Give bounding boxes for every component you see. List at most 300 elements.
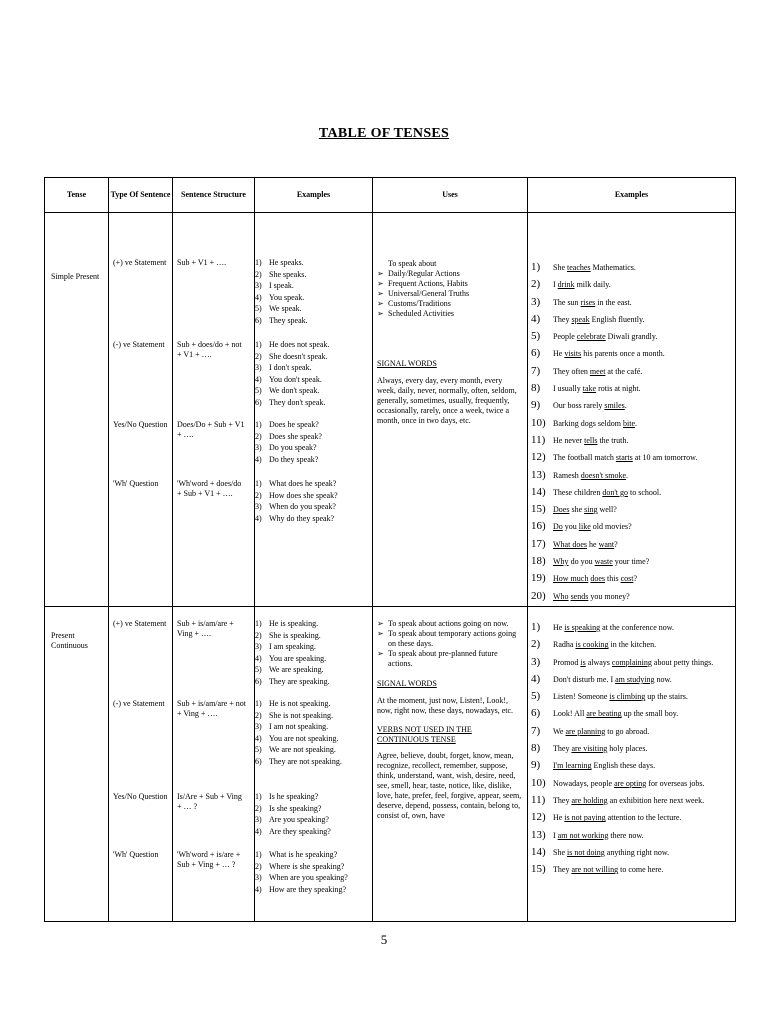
example-text: Does he speak? bbox=[269, 420, 319, 429]
example-number: 1) bbox=[255, 619, 262, 628]
example-text: She is not speaking. bbox=[269, 710, 333, 720]
example-number: 15) bbox=[531, 503, 546, 516]
example-text: I speak. bbox=[269, 281, 294, 290]
example-list bbox=[255, 420, 373, 466]
highlighted-verb: tells bbox=[584, 435, 598, 445]
sentence-example bbox=[531, 313, 736, 330]
sentence-type: (+) ve Statement bbox=[113, 258, 167, 267]
sentence-example bbox=[531, 538, 736, 555]
example-sentence bbox=[553, 365, 642, 377]
example-item bbox=[255, 398, 373, 410]
sentence-part: this bbox=[605, 574, 621, 584]
sentence-part: Our boss rarely bbox=[553, 401, 605, 411]
uses-list bbox=[377, 259, 523, 426]
signal-words-heading: SIGNAL WORDS bbox=[377, 359, 437, 368]
example-number: 10) bbox=[531, 416, 546, 429]
example-item bbox=[255, 293, 373, 305]
sentence-part: attention to the lecture. bbox=[605, 813, 682, 823]
tense-name: Present Continuous bbox=[51, 631, 88, 650]
sentence-part: We bbox=[553, 726, 566, 736]
sentence-example bbox=[531, 382, 736, 399]
example-number: 10) bbox=[531, 776, 546, 789]
sentence-structure: 'Wh'word + does/do + Sub + V1 + …. bbox=[177, 479, 242, 498]
tense-cell bbox=[45, 607, 109, 922]
sentence-example bbox=[531, 296, 736, 313]
use-text: To speak about actions going on now. bbox=[388, 619, 509, 628]
example-text: Do they speak? bbox=[269, 454, 319, 464]
example-number: 3) bbox=[531, 295, 541, 308]
sentence-part: I usually bbox=[553, 384, 583, 394]
type-cell bbox=[109, 213, 173, 607]
sentence-example bbox=[531, 451, 736, 468]
example-number: 6) bbox=[255, 397, 262, 407]
sentence-example bbox=[531, 434, 736, 451]
highlighted-verb: is cooking bbox=[575, 640, 609, 650]
sentence-part: about petty things. bbox=[651, 657, 714, 667]
example-sentence bbox=[553, 503, 617, 515]
sentence-structure: 'Wh'word + is/are + Sub + Ving + … ? bbox=[177, 850, 241, 869]
header-examples-2: Examples bbox=[528, 178, 736, 213]
highlighted-verb: speak bbox=[571, 314, 590, 324]
example-sentence bbox=[553, 811, 681, 823]
sentence-part: he bbox=[587, 539, 599, 549]
example-sentence bbox=[553, 296, 632, 308]
sentence-part: holy places. bbox=[607, 744, 648, 754]
example-text: When do you speak? bbox=[269, 502, 336, 511]
highlighted-verb: am not working bbox=[557, 830, 609, 840]
sentence-example bbox=[531, 794, 736, 811]
example-number: 13) bbox=[531, 828, 546, 841]
sentence-part: at the café. bbox=[605, 366, 643, 376]
example-text: You don't speak. bbox=[269, 374, 322, 384]
header-structure: Sentence Structure bbox=[173, 178, 255, 213]
sentence-example bbox=[531, 777, 736, 794]
example-sentence bbox=[553, 707, 678, 719]
sentence-example bbox=[531, 572, 736, 589]
example-sentence bbox=[553, 261, 636, 273]
example-number: 3) bbox=[255, 873, 262, 882]
sentence-type: 'Wh' Question bbox=[113, 850, 159, 859]
sentence-part: Promod bbox=[553, 657, 581, 667]
example-number: 1) bbox=[255, 850, 262, 859]
sentence-part: English these days. bbox=[591, 761, 656, 771]
sentence-type: (-) ve Statement bbox=[113, 340, 165, 349]
example-sentence bbox=[553, 399, 627, 411]
highlighted-verb: are visiting bbox=[571, 744, 608, 754]
example-item bbox=[255, 491, 373, 503]
header-uses: Uses bbox=[373, 178, 528, 213]
structure-cell bbox=[173, 213, 255, 607]
example-item bbox=[255, 631, 373, 643]
sentence-part: People bbox=[553, 332, 577, 342]
example-number: 3) bbox=[255, 363, 262, 372]
example-sentence bbox=[553, 469, 628, 481]
highlighted-verb: are opting bbox=[614, 778, 647, 788]
highlighted-verb: take bbox=[582, 384, 597, 394]
sentence-example bbox=[531, 469, 736, 486]
example-number: 1) bbox=[255, 258, 262, 267]
highlighted-verb: starts bbox=[615, 453, 633, 463]
example-number: 2) bbox=[531, 638, 541, 651]
example-text: They don't speak. bbox=[269, 397, 326, 407]
use-item bbox=[377, 309, 523, 319]
example-number: 4) bbox=[255, 454, 262, 464]
highlighted-verb: is not paying bbox=[564, 813, 606, 823]
example-number: 1) bbox=[255, 420, 262, 429]
example-item bbox=[255, 885, 373, 897]
sentence-part: to school. bbox=[627, 487, 662, 497]
sentence-part: Radha bbox=[553, 640, 576, 650]
highlighted-verb: are planning bbox=[565, 726, 606, 736]
example-text: How are they speaking? bbox=[269, 884, 347, 894]
example-sentence bbox=[553, 673, 672, 685]
type-cell bbox=[109, 607, 173, 922]
highlighted-verb: is bbox=[580, 657, 586, 667]
examples-cell bbox=[255, 607, 373, 922]
sentence-example bbox=[531, 555, 736, 572]
sentence-part: Don't disturb me. I bbox=[553, 674, 616, 684]
signal-words-text: Always, every day, every month, every week, daily, never, normally, often, seldom, generally, sometimes, usually, frequently, occasionally, rarely, once a week, twice a month, once in two days, etc. bbox=[377, 376, 517, 425]
example-text: What does he speak? bbox=[269, 479, 337, 488]
tenses-table bbox=[44, 177, 736, 922]
highlighted-verb: celebrate bbox=[576, 332, 606, 342]
example-item bbox=[255, 432, 373, 444]
example-number: 4) bbox=[255, 513, 262, 523]
sentence-part: He bbox=[553, 623, 565, 632]
example-item bbox=[255, 386, 373, 398]
example-number: 2) bbox=[255, 490, 262, 500]
sentence-part: in the east. bbox=[595, 297, 632, 307]
sentence-part: Ramesh bbox=[553, 470, 581, 480]
highlighted-verb: complaining bbox=[611, 657, 652, 667]
example-text: He is speaking. bbox=[269, 619, 319, 628]
use-item bbox=[377, 279, 523, 289]
example-sentence bbox=[553, 486, 661, 498]
example-text: Where is she speaking? bbox=[269, 861, 345, 871]
example-item bbox=[255, 375, 373, 387]
example-text: You speak. bbox=[269, 292, 305, 302]
sentence-part: to go abroad. bbox=[605, 726, 650, 736]
highlighted-verb: Why bbox=[553, 557, 569, 567]
uses-cell bbox=[373, 607, 528, 922]
example-number: 4) bbox=[255, 374, 262, 384]
use-text: Customs/Traditions bbox=[388, 299, 451, 308]
sentence-part: Nowadays, people bbox=[553, 778, 615, 788]
sentence-part: ? bbox=[614, 539, 618, 549]
sentence-examples bbox=[531, 261, 736, 607]
example-number: 3) bbox=[255, 722, 262, 731]
example-item bbox=[255, 479, 373, 491]
highlighted-verb: am studying bbox=[615, 674, 655, 684]
use-text: Scheduled Activities bbox=[388, 309, 454, 318]
example-text: I don't speak. bbox=[269, 363, 312, 372]
example-item bbox=[255, 340, 373, 352]
example-number: 2) bbox=[255, 803, 262, 813]
sentence-part: up the small boy. bbox=[621, 709, 679, 719]
example-number: 3) bbox=[255, 642, 262, 651]
example-number: 20) bbox=[531, 589, 546, 602]
sentence-part: his parents once a month. bbox=[581, 349, 665, 359]
example-text: I am speaking. bbox=[269, 642, 316, 651]
example-number: 11) bbox=[531, 433, 546, 446]
example-number: 1) bbox=[255, 699, 262, 708]
example-item bbox=[255, 677, 373, 689]
highlighted-verb: sing bbox=[584, 505, 598, 515]
example-item bbox=[255, 281, 373, 293]
example-number: 1) bbox=[255, 340, 262, 349]
sentence-part: They bbox=[553, 795, 572, 805]
sentence-example bbox=[531, 590, 736, 607]
highlighted-verb: How much bbox=[553, 574, 589, 584]
example-list bbox=[255, 340, 373, 409]
example-number: 8) bbox=[531, 742, 541, 755]
sentence-type: (+) ve Statement bbox=[113, 619, 167, 628]
structure-cell bbox=[173, 607, 255, 922]
example-text: We don't speak. bbox=[269, 386, 320, 395]
example-sentence bbox=[553, 417, 637, 429]
example-text: You are not speaking. bbox=[269, 733, 339, 743]
sentence-type: Yes/No Question bbox=[113, 420, 168, 429]
use-item bbox=[377, 269, 523, 279]
sentence-example bbox=[531, 656, 736, 673]
sentence-example bbox=[531, 365, 736, 382]
example-list bbox=[255, 258, 373, 327]
sentence-part: The sun bbox=[553, 297, 581, 307]
highlighted-verb: is not doing bbox=[567, 847, 605, 857]
sentence-structure: Sub + does/do + not + V1 + …. bbox=[177, 340, 242, 359]
example-item bbox=[255, 711, 373, 723]
use-item bbox=[377, 289, 523, 299]
sentence-example bbox=[531, 811, 736, 828]
arrow-bullet-icon: ➢ bbox=[377, 299, 384, 308]
sentence-part: for overseas jobs. bbox=[646, 778, 705, 788]
example-text: We speak. bbox=[269, 304, 302, 313]
sentence-part: an exhibition here next week. bbox=[607, 795, 705, 805]
example-number: 2) bbox=[531, 278, 541, 291]
simple-present-row bbox=[45, 213, 736, 607]
sentence-part: . bbox=[626, 470, 628, 480]
example-number: 16) bbox=[531, 520, 546, 533]
use-text: Daily/Regular Actions bbox=[388, 269, 460, 278]
example-number: 2) bbox=[255, 431, 262, 441]
uses-list bbox=[377, 619, 523, 821]
sentence-example bbox=[531, 863, 736, 880]
example-sentence bbox=[553, 777, 705, 789]
example-item bbox=[255, 815, 373, 827]
sentence-part: She bbox=[553, 263, 567, 272]
example-sentence bbox=[553, 725, 649, 737]
example-number: 6) bbox=[531, 707, 541, 720]
use-text: To speak about temporary actions going on these days. bbox=[388, 629, 517, 648]
example-item bbox=[255, 455, 373, 467]
sentence-example bbox=[531, 399, 736, 416]
example-number: 13) bbox=[531, 468, 546, 481]
highlighted-verb: smiles bbox=[604, 401, 625, 411]
example-text: Are they speaking? bbox=[269, 826, 331, 836]
sentence-example bbox=[531, 846, 736, 863]
sentence-type: Yes/No Question bbox=[113, 792, 168, 801]
sentence-part: English fluently. bbox=[589, 314, 645, 324]
verbs-not-used-text: Agree, believe, doubt, forget, know, mean, recognize, recollect, remember, suppose, think, understand, want, wish, desire, need, see, smell, hear, taste, notice, like, dislike, love, hate, prefer, feel, forgive, appear, seem, deserve, depend, possess, contain, belong to, consist of, own, have bbox=[377, 751, 522, 820]
signal-words-text: At the moment, just now, Listen!, Look!, now, right now, these days, nowadays, etc. bbox=[377, 696, 514, 715]
example-item bbox=[255, 642, 373, 654]
use-item bbox=[377, 619, 523, 629]
page-number: 5 bbox=[380, 932, 388, 947]
sentence-part: you money? bbox=[588, 591, 630, 601]
example-number: 9) bbox=[531, 399, 541, 412]
present-continuous-row bbox=[45, 607, 736, 922]
sentence-example bbox=[531, 330, 736, 347]
sentence-example bbox=[531, 503, 736, 520]
highlighted-verb: doesn't smoke bbox=[580, 470, 626, 480]
example-item bbox=[255, 722, 373, 734]
sentence-structure: Sub + is/am/are + Ving + …. bbox=[177, 619, 234, 638]
highlighted-verb: is climbing bbox=[609, 692, 646, 702]
example-list bbox=[255, 479, 373, 525]
sentence-examples-cell bbox=[528, 607, 736, 922]
example-sentence bbox=[553, 690, 688, 702]
tense-name: Simple Present bbox=[51, 272, 100, 281]
example-sentence bbox=[553, 382, 641, 394]
example-number: 9) bbox=[531, 759, 541, 772]
header-tense: Tense bbox=[45, 178, 109, 213]
example-number: 2) bbox=[255, 861, 262, 871]
sentence-example bbox=[531, 725, 736, 742]
example-number: 4) bbox=[531, 672, 541, 685]
example-text: They are not speaking. bbox=[269, 756, 342, 766]
example-sentence bbox=[553, 759, 655, 771]
example-text: What is he speaking? bbox=[269, 850, 338, 859]
sentence-part: always bbox=[585, 657, 612, 667]
sentence-part: now. bbox=[654, 674, 672, 684]
example-sentence bbox=[553, 656, 713, 668]
highlighted-verb: is speaking bbox=[564, 623, 601, 632]
arrow-bullet-icon: ➢ bbox=[377, 629, 384, 638]
highlighted-verb: teaches bbox=[567, 263, 591, 272]
example-item bbox=[255, 734, 373, 746]
example-number: 6) bbox=[255, 756, 262, 766]
example-number: 6) bbox=[531, 347, 541, 360]
example-number: 8) bbox=[531, 382, 541, 395]
example-item bbox=[255, 827, 373, 839]
highlighted-verb: meet bbox=[589, 366, 606, 376]
sentence-part: Mathematics. bbox=[590, 263, 636, 272]
example-text: I am not speaking. bbox=[269, 722, 329, 731]
example-item bbox=[255, 420, 373, 432]
sentence-part: your time? bbox=[612, 557, 650, 567]
use-text: Universal/General Truths bbox=[388, 289, 470, 298]
example-number: 2) bbox=[255, 630, 262, 640]
example-sentence bbox=[553, 278, 611, 290]
sentence-example bbox=[531, 486, 736, 503]
sentence-part: They bbox=[553, 744, 572, 754]
sentence-part: at 10 am tomorrow. bbox=[632, 453, 698, 463]
header-type: Type Of Sentence bbox=[109, 178, 173, 213]
example-text: She is speaking. bbox=[269, 630, 321, 640]
sentence-examples-cell bbox=[528, 213, 736, 607]
example-sentence bbox=[553, 794, 704, 806]
example-item bbox=[255, 850, 373, 862]
highlighted-verb: are not willing bbox=[571, 865, 619, 875]
sentence-example bbox=[531, 829, 736, 846]
example-number: 11) bbox=[531, 793, 546, 806]
sentence-structure: Does/Do + Sub + V1 + …. bbox=[177, 420, 245, 439]
header-row bbox=[45, 178, 736, 213]
example-text: Are you speaking? bbox=[269, 815, 329, 824]
example-item bbox=[255, 745, 373, 757]
highlighted-verb: sends bbox=[570, 591, 589, 601]
sentence-part: He bbox=[553, 349, 565, 359]
example-item bbox=[255, 258, 373, 270]
sentence-example bbox=[531, 347, 736, 364]
example-number: 3) bbox=[531, 655, 541, 668]
sentence-part: The football match bbox=[553, 453, 616, 463]
example-number: 17) bbox=[531, 537, 546, 550]
use-item bbox=[377, 299, 523, 309]
example-number: 5) bbox=[531, 690, 541, 703]
arrow-bullet-icon: ➢ bbox=[377, 279, 384, 288]
use-text: Frequent Actions, Habits bbox=[388, 279, 468, 288]
header-examples: Examples bbox=[255, 178, 373, 213]
arrow-bullet-icon: ➢ bbox=[377, 289, 384, 298]
example-item bbox=[255, 619, 373, 631]
example-number: 2) bbox=[255, 710, 262, 720]
example-number: 4) bbox=[255, 292, 262, 302]
example-number: 7) bbox=[531, 364, 541, 377]
sentence-part: Barking dogs seldom bbox=[553, 418, 623, 428]
example-number: 1) bbox=[531, 261, 541, 273]
sentence-part: He bbox=[553, 813, 565, 823]
example-text: Does she speak? bbox=[269, 431, 322, 441]
sentence-example bbox=[531, 520, 736, 537]
example-sentence bbox=[553, 590, 630, 602]
example-sentence bbox=[553, 742, 647, 754]
sentence-structure: Is/Are + Sub + Ving + … ? bbox=[177, 792, 242, 811]
sentence-example bbox=[531, 417, 736, 434]
example-item bbox=[255, 873, 373, 885]
highlighted-verb: does bbox=[590, 574, 605, 584]
example-sentence bbox=[553, 520, 632, 532]
arrow-bullet-icon: ➢ bbox=[377, 309, 384, 318]
example-number: 12) bbox=[531, 451, 546, 464]
example-sentence bbox=[553, 434, 628, 446]
example-sentence bbox=[553, 846, 669, 858]
example-number: 3) bbox=[255, 281, 262, 290]
example-text: When are you speaking? bbox=[269, 873, 348, 882]
example-text: We are not speaking. bbox=[269, 745, 336, 754]
sentence-part: there now. bbox=[608, 830, 644, 840]
example-sentence bbox=[553, 863, 663, 875]
example-sentence bbox=[553, 538, 618, 550]
example-number: 5) bbox=[255, 304, 262, 313]
sentence-example bbox=[531, 638, 736, 655]
sentence-part: These children bbox=[553, 487, 603, 497]
example-number: 5) bbox=[255, 665, 262, 674]
example-sentence bbox=[553, 621, 674, 633]
example-item bbox=[255, 514, 373, 526]
example-number: 1) bbox=[531, 621, 541, 633]
example-number: 14) bbox=[531, 845, 546, 858]
highlighted-verb: Do bbox=[553, 522, 563, 532]
sentence-part: anything right now. bbox=[604, 847, 670, 857]
sentence-example bbox=[531, 621, 736, 638]
example-text: She speaks. bbox=[269, 269, 307, 279]
tense-cell bbox=[45, 213, 109, 607]
example-text: He does not speak. bbox=[269, 340, 330, 349]
sentence-example bbox=[531, 261, 736, 278]
page-title: TABLE OF TENSES bbox=[318, 126, 450, 141]
example-number: 2) bbox=[255, 269, 262, 279]
